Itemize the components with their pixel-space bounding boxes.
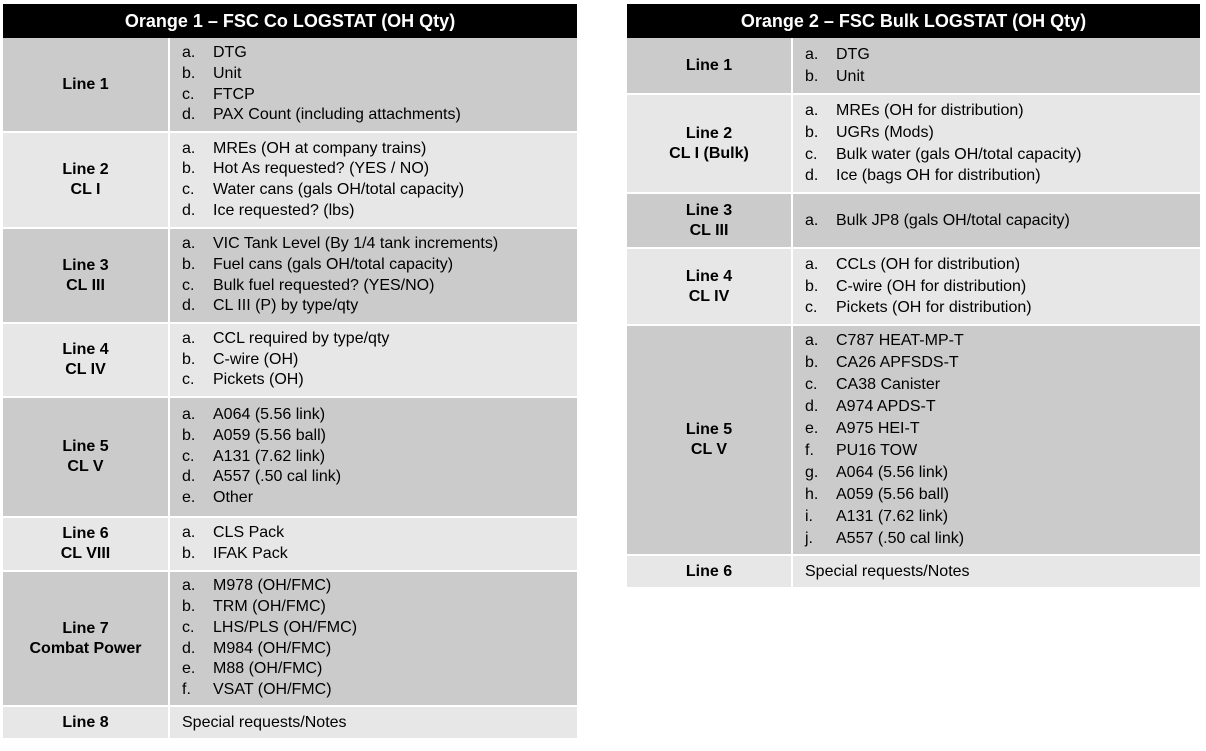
- list-item: b. Fuel cans (gals OH/total capacity): [182, 255, 454, 273]
- list-item: a. CCLs (OH for distribution): [805, 255, 1021, 273]
- notes-cell: Special requests/Notes: [792, 555, 1200, 588]
- list-item: d. A557 (.50 cal link): [182, 468, 342, 486]
- list-item: d. A974 APDS-T: [805, 398, 936, 416]
- list-item: e. A975 HEI-T: [805, 420, 920, 438]
- table-row: [627, 193, 1200, 248]
- table-title: Orange 1 – FSC Co LOGSTAT (OH Qty): [3, 4, 577, 38]
- line-label: Line 1: [627, 38, 792, 94]
- line-items: [169, 397, 577, 517]
- list-item: c. FTCP: [182, 85, 255, 103]
- list-item: b. Unit: [805, 67, 865, 85]
- line-items: [792, 193, 1200, 248]
- fsc-bulk-logstat-table: [627, 4, 1200, 589]
- list-item: e. Other: [182, 489, 254, 507]
- list-item: b. IFAK Pack: [182, 545, 288, 562]
- table-row: [3, 397, 577, 517]
- line-items: [169, 38, 577, 132]
- list-item: c. CA38 Canister: [805, 376, 941, 394]
- table-row: [627, 248, 1200, 325]
- line-label: Line 6: [627, 555, 792, 588]
- line-label: Line 3 CL III: [3, 228, 169, 323]
- list-item: a. DTG: [182, 44, 247, 62]
- list-item: d. M984 (OH/FMC): [182, 639, 332, 657]
- list-item: a. M978 (OH/FMC): [182, 577, 332, 595]
- list-item: c. A131 (7.62 link): [182, 447, 326, 465]
- line-items: [169, 132, 577, 228]
- list-item: a. MREs (OH for distribution): [805, 101, 1024, 119]
- fsc-co-logstat-table: [3, 4, 577, 740]
- table-row: [3, 517, 577, 571]
- line-items: [169, 228, 577, 323]
- list-item: d. Ice (bags OH for distribution): [805, 167, 1041, 185]
- list-item: g. A064 (5.56 link): [805, 463, 949, 481]
- list-item: b. Hot As requested? (YES / NO): [182, 160, 430, 178]
- line-label: Line 1: [3, 38, 169, 132]
- table-row: [627, 325, 1200, 555]
- list-item: a. VIC Tank Level (By 1/4 tank increments): [182, 235, 499, 253]
- list-item: f. VSAT (OH/FMC): [182, 680, 332, 698]
- line-items: [792, 325, 1200, 555]
- line-items: [169, 517, 577, 571]
- line-items: [792, 94, 1200, 193]
- list-item: b. A059 (5.56 ball): [182, 426, 326, 444]
- list-item: a. Bulk JP8 (gals OH/total capacity): [805, 211, 1070, 229]
- list-item: a. CCL required by type/qty: [182, 329, 390, 347]
- list-item: c. Pickets (OH for distribution): [805, 299, 1032, 317]
- table-row: [627, 555, 1200, 588]
- table-row: [3, 571, 577, 706]
- line-label: Line 8: [3, 706, 169, 739]
- list-item: d. PAX Count (including attachments): [182, 106, 461, 124]
- list-item: a. CLS Pack: [182, 524, 285, 542]
- line-label: Line 5 CL V: [3, 397, 169, 517]
- list-item: b. C-wire (OH for distribution): [805, 277, 1027, 295]
- table-row: [3, 38, 577, 132]
- list-item: c. Water cans (gals OH/total capacity): [182, 181, 465, 198]
- line-items: [169, 323, 577, 397]
- list-item: c. Pickets (OH): [182, 371, 304, 389]
- line-label: Line 7 Combat Power: [3, 571, 169, 706]
- list-item: e. M88 (OH/FMC): [182, 660, 323, 678]
- table-row: [3, 706, 577, 739]
- line-label: Line 2 CL I: [3, 132, 169, 228]
- list-item: b. UGRs (Mods): [805, 123, 934, 141]
- notes-cell: Special requests/Notes: [169, 706, 577, 739]
- table-row: [3, 132, 577, 228]
- list-item: a. MREs (OH at company trains): [182, 139, 427, 157]
- table-row: [627, 38, 1200, 94]
- line-items: [169, 571, 577, 706]
- list-item: c. Bulk fuel requested? (YES/NO): [182, 276, 435, 294]
- list-item: f. PU16 TOW: [805, 442, 918, 459]
- list-item: a. A064 (5.56 link): [182, 406, 326, 424]
- line-label: Line 6 CL VIII: [3, 517, 169, 571]
- line-label: Line 2 CL I (Bulk): [627, 94, 792, 193]
- list-item: d. CL III (P) by type/qty: [182, 297, 359, 315]
- list-item: b. CA26 APFSDS-T: [805, 354, 959, 372]
- line-label: Line 5 CL V: [627, 325, 792, 555]
- list-item: i. A131 (7.62 link): [805, 507, 949, 525]
- table-row: [3, 228, 577, 323]
- table-row: [627, 94, 1200, 193]
- line-label: Line 4 CL IV: [627, 248, 792, 325]
- list-item: a. DTG: [805, 45, 870, 63]
- line-label: Line 3 CL III: [627, 193, 792, 248]
- line-label: Line 4 CL IV: [3, 323, 169, 397]
- list-item: b. TRM (OH/FMC): [182, 598, 326, 616]
- list-item: b. C-wire (OH): [182, 350, 299, 368]
- list-item: a. C787 HEAT-MP-T: [805, 332, 964, 350]
- table-title: Orange 2 – FSC Bulk LOGSTAT (OH Qty): [627, 4, 1200, 38]
- list-item: c. LHS/PLS (OH/FMC): [182, 618, 358, 636]
- list-item: b. Unit: [182, 64, 242, 82]
- table-row: [3, 323, 577, 397]
- list-item: d. Ice requested? (lbs): [182, 201, 355, 219]
- list-item: j. A557 (.50 cal link): [805, 529, 965, 547]
- list-item: c. Bulk water (gals OH/total capacity): [805, 145, 1082, 163]
- line-items: [792, 38, 1200, 94]
- list-item: h. A059 (5.56 ball): [805, 485, 949, 503]
- line-items: [792, 248, 1200, 325]
